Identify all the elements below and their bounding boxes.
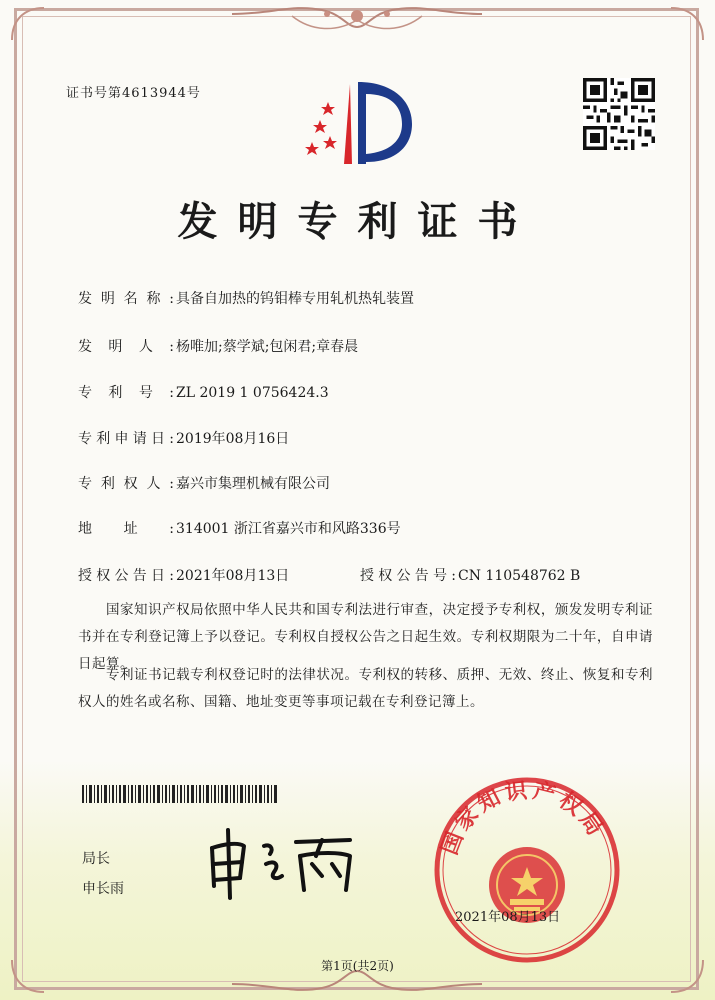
patent-no-label: 专利号: [78,385,174,401]
grant-date-row [78,565,289,585]
grant-date-value: 2021年08月13日 [176,568,290,584]
director-title: 局长 [82,851,110,867]
address-row [78,518,401,538]
inventor-row [78,336,358,356]
address-value: 314001 浙江省嘉兴市和风路336号 [176,521,401,537]
filing-date-row [78,428,289,448]
director-name: 申长雨 [82,881,124,897]
cnipa-logo-icon [300,72,420,172]
patentee-row [78,473,330,493]
certificate-number: 证书号第4613944号 [66,86,201,101]
grant-no-value: CN 110548762 B [458,568,581,584]
body-paragraph-1: 国家知识产权局依照中华人民共和国专利法进行审查，决定授予专利权，颁发发明专利证书并在专利登记簿上予以登记。专利权自授权公告之日起生效。专利权期限为二十年，自申请日起算。 [78,602,653,672]
grant-date-label: 授权公告日: [78,568,174,584]
invention-name-row [78,288,414,308]
page-number: 第1页(共2页) [321,959,394,973]
patentee-value: 嘉兴市集理机械有限公司 [176,476,330,492]
filing-date-value: 2019年08月16日 [176,431,290,447]
handwritten-signature [200,820,370,900]
invention-name-value: 具备自加热的钨钼棒专用轧机热轧装置 [176,291,414,307]
filing-date-label: 专利申请日: [78,431,174,447]
seal-date: 2021年08月13日 [455,910,561,925]
inventor-value: 杨唯加;蔡学斌;包闲君;章春晨 [176,339,359,355]
qr-code [583,78,655,150]
inventor-label: 发明人: [78,339,174,355]
barcode [82,785,277,803]
patent-no-value: ZL 2019 1 0756424.3 [176,385,329,401]
patentee-label: 专利权人: [78,476,174,492]
grant-no-row [360,565,580,585]
corner-ornament-tr [667,4,707,44]
grant-no-label: 授权公告号: [360,568,456,584]
address-label: 地址: [78,521,174,537]
svg-text:国家知识产权局: 国家知识产权局 [436,777,611,859]
invention-name-label: 发明名称: [78,291,174,307]
page-title: 发明专利证书 [177,198,538,245]
corner-ornament-tl [8,4,48,44]
body-paragraph-2: 专利证书记载专利权登记时的法律状况。专利权的转移、质押、无效、终止、恢复和专利权人的姓名或名称、国籍、地址变更等事项记载在专利登记簿上。 [78,667,653,710]
top-ornament [232,2,482,42]
patent-no-row [78,382,329,402]
official-seal [432,775,622,965]
